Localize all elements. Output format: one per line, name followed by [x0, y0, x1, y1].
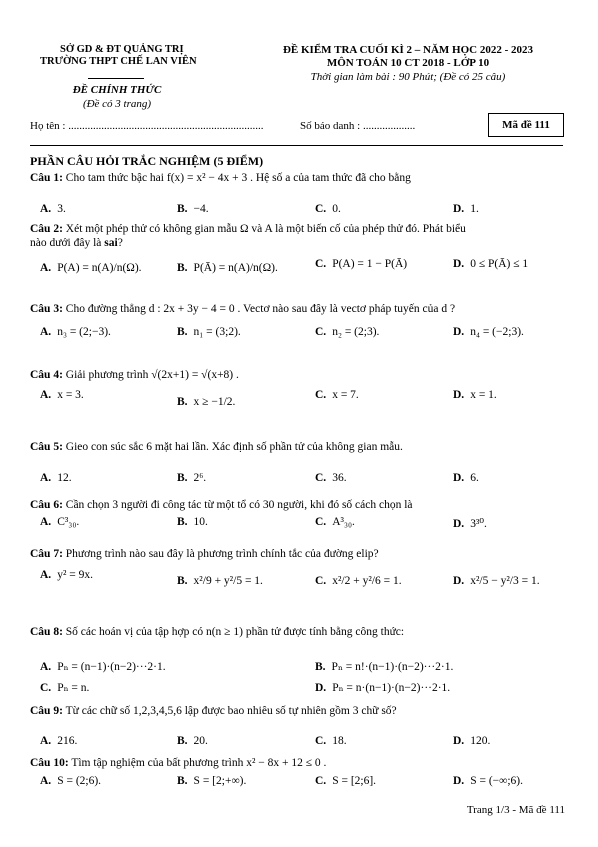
q2-option-d[interactable]: [453, 258, 528, 270]
option-text: x²/9 + y²/5 = 1.: [193, 575, 263, 587]
option-text: 36.: [332, 472, 347, 484]
option-text: S = (−∞;6).: [470, 775, 523, 787]
option-text: 12.: [57, 472, 72, 484]
subject-title: MÔN TOÁN 10 CT 2018 - LỚP 10: [326, 57, 490, 69]
option-text: C³₃₀.: [57, 516, 80, 528]
q6-option-d[interactable]: [453, 516, 487, 530]
question-8: [30, 626, 404, 638]
option-text: 3.: [57, 203, 66, 215]
exam-code-box: Mã đề 111: [488, 113, 564, 137]
option-letter: C.: [315, 203, 327, 215]
q5-option-b[interactable]: [177, 472, 206, 484]
option-text: 1.: [470, 203, 479, 215]
option-letter: C.: [315, 775, 327, 787]
question-label: Câu 6:: [30, 499, 63, 511]
option-letter: B.: [177, 203, 188, 215]
option-letter: A.: [40, 262, 52, 274]
q10-option-a[interactable]: [40, 775, 101, 787]
option-letter: D.: [453, 518, 465, 530]
question-4: [30, 369, 239, 381]
exam-title: ĐỀ KIỂM TRA CUỐI KÌ 2 – NĂM HỌC 2022 - 2023: [282, 44, 534, 56]
q1-option-c[interactable]: [315, 203, 341, 215]
option-letter: D.: [453, 326, 465, 338]
option-letter: A.: [40, 326, 52, 338]
q7-option-c[interactable]: [315, 575, 402, 587]
q1-option-d[interactable]: [453, 203, 479, 215]
q9-option-c[interactable]: [315, 735, 347, 747]
question-3: [30, 303, 455, 315]
q6-option-c[interactable]: [315, 516, 355, 528]
q8-option-d[interactable]: [315, 680, 450, 694]
question-label: Câu 7:: [30, 548, 63, 560]
option-letter: B.: [177, 326, 188, 338]
q6-option-b[interactable]: [177, 516, 208, 528]
department-name: SỞ GD & ĐT QUẢNG TRỊ: [60, 44, 184, 55]
q9-option-a[interactable]: [40, 735, 77, 747]
q9-option-d[interactable]: [453, 735, 490, 747]
q2-option-b[interactable]: [177, 262, 278, 274]
option-text: P(A) = 1 − P(Ā): [332, 258, 408, 270]
q4-option-b[interactable]: [177, 396, 235, 408]
question-text: Cho tam thức bậc hai f(x) = x² − 4x + 3 . Hệ số a của tam thức đã cho bằng: [65, 172, 411, 184]
option-text: n₂ = (2;3).: [332, 326, 380, 338]
option-letter: A.: [40, 661, 52, 673]
option-letter: B.: [177, 735, 188, 747]
option-letter: A.: [40, 472, 52, 484]
option-text: 20.: [193, 735, 208, 747]
option-letter: D.: [453, 389, 465, 401]
option-letter: C.: [315, 258, 327, 270]
option-letter: C.: [40, 682, 52, 694]
q2-option-a[interactable]: [40, 262, 142, 274]
question-2: [30, 223, 466, 235]
question-label: Câu 8:: [30, 626, 63, 638]
question-2-line2: [30, 237, 123, 249]
option-text: A³₃₀.: [332, 516, 355, 528]
q3-option-c[interactable]: [315, 326, 379, 338]
question-text: Xét một phép thử có không gian mẫu Ω và A là một biến cố của phép thử đó. Phát biểu: [65, 223, 466, 235]
option-text: 18.: [332, 735, 347, 747]
option-letter: D.: [453, 575, 465, 587]
question-9: [30, 705, 397, 717]
q6-option-a[interactable]: [40, 516, 79, 528]
question-text: Giải phương trình √(2x+1) = √(x+8) .: [65, 369, 239, 381]
option-letter: B.: [177, 516, 188, 528]
question-label: Câu 9:: [30, 705, 63, 717]
question-text: Từ các chữ số 1,2,3,4,5,6 lập được bao nhiêu số tự nhiên gồm 3 chữ số?: [65, 705, 397, 717]
option-letter: A.: [40, 735, 52, 747]
question-label: Câu 1:: [30, 172, 63, 184]
header-divider: [30, 145, 563, 146]
official-label: ĐỀ CHÍNH THỨC: [72, 84, 162, 96]
option-text: 0.: [332, 203, 341, 215]
option-text: n₁ = (3;2).: [193, 326, 241, 338]
q4-option-a[interactable]: [40, 389, 84, 401]
pages-note: (Đề có 3 trang): [82, 98, 152, 110]
page-footer: Trang 1/3 - Mã đề 111: [466, 804, 565, 816]
question-5: [30, 441, 403, 453]
option-text: x = 3.: [57, 389, 84, 401]
q3-option-a[interactable]: [40, 326, 111, 338]
option-letter: A.: [40, 569, 52, 581]
q10-option-c[interactable]: [315, 775, 376, 787]
q2-option-c[interactable]: [315, 258, 407, 270]
option-text: Pₙ = n.: [57, 682, 90, 694]
option-text: Pₙ = n·(n−1)·(n−2)···2·1.: [332, 682, 451, 694]
option-letter: D.: [315, 682, 327, 694]
option-text: Pₙ = (n−1)·(n−2)···2·1.: [57, 661, 166, 673]
option-text: 216.: [57, 735, 78, 747]
q3-option-d[interactable]: [453, 326, 524, 338]
option-letter: D.: [453, 203, 465, 215]
q4-option-c[interactable]: [315, 389, 359, 401]
option-letter: C.: [315, 389, 327, 401]
option-letter: B.: [177, 262, 188, 274]
q4-option-d[interactable]: [453, 389, 497, 401]
option-letter: A.: [40, 389, 52, 401]
q5-option-d[interactable]: [453, 472, 479, 484]
q5-option-a[interactable]: [40, 472, 72, 484]
option-text: 2⁶.: [193, 472, 207, 484]
q7-option-b[interactable]: [177, 575, 263, 587]
option-letter: B.: [177, 396, 188, 408]
option-letter: C.: [315, 575, 327, 587]
option-text: 120.: [470, 735, 491, 747]
option-letter: C.: [315, 516, 327, 528]
option-letter: C.: [315, 326, 327, 338]
option-letter: B.: [177, 775, 188, 787]
option-text: 0 ≤ P(Ā) ≤ 1: [470, 258, 529, 270]
question-10: [30, 757, 326, 769]
q8-option-c[interactable]: [40, 680, 89, 694]
q10-option-b[interactable]: [177, 775, 246, 787]
option-text: n₄ = (−2;3).: [470, 326, 524, 338]
option-letter: A.: [40, 203, 52, 215]
question-7: [30, 548, 379, 560]
option-letter: A.: [40, 516, 52, 528]
option-letter: D.: [453, 775, 465, 787]
q9-option-b[interactable]: [177, 735, 208, 747]
q3-option-b[interactable]: [177, 326, 241, 338]
option-text: P(A) = n(A)/n(Ω).: [57, 262, 142, 274]
option-text: n₃ = (2;−3).: [57, 326, 111, 338]
header-divider-left: [88, 78, 144, 79]
time-note: Thời gian làm bài : 90 Phút; (Đề có 25 câu): [310, 71, 506, 83]
question-text: Số các hoán vị của tập hợp có n(n ≥ 1) phần tử được tính bằng công thức:: [65, 626, 405, 638]
q1-option-a[interactable]: [40, 203, 66, 215]
option-letter: D.: [453, 258, 465, 270]
option-text: S = [2;6].: [332, 775, 377, 787]
question-6: [30, 499, 413, 511]
question-label: Câu 3:: [30, 303, 63, 315]
option-letter: D.: [453, 472, 465, 484]
option-text: P(Ā) = n(A)/n(Ω).: [193, 262, 278, 274]
question-label: Câu 2:: [30, 223, 63, 235]
option-letter: D.: [453, 735, 465, 747]
school-name: TRƯỜNG THPT CHẾ LAN VIÊN: [40, 56, 197, 67]
q1-option-b[interactable]: [177, 203, 209, 215]
question-text: Cho đường thẳng d : 2x + 3y − 4 = 0 . Vectơ nào sau đây là vectơ pháp tuyến của d ?: [65, 303, 456, 315]
question-text: nào dưới đây là: [30, 237, 102, 249]
q8-option-b[interactable]: [315, 659, 453, 673]
option-text: −4.: [193, 203, 209, 215]
option-text: 10.: [193, 516, 208, 528]
option-letter: C.: [315, 735, 327, 747]
q10-option-d[interactable]: [453, 775, 523, 787]
option-letter: C.: [315, 472, 327, 484]
option-text: S = [2;+∞).: [193, 775, 247, 787]
q5-option-c[interactable]: [315, 472, 347, 484]
question-text: ?: [117, 237, 123, 249]
name-field: Họ tên : .......................................................................: [30, 120, 264, 132]
option-text: x = 7.: [332, 389, 359, 401]
option-text: x = 1.: [470, 389, 497, 401]
q7-option-d[interactable]: [453, 575, 540, 587]
question-text: Tìm tập nghiệm của bất phương trình x² − 8x + 12 ≤ 0 .: [71, 757, 327, 769]
option-text: 6.: [470, 472, 479, 484]
option-text: y² = 9x.: [57, 569, 93, 581]
option-letter: B.: [177, 472, 188, 484]
section-title: PHẦN CÂU HỎI TRẮC NGHIỆM (5 ĐIỂM): [30, 154, 264, 168]
question-label: Câu 4:: [30, 369, 63, 381]
option-letter: B.: [315, 661, 326, 673]
question-text: Cần chọn 3 người đi công tác từ một tổ có 30 người, khi đó số cách chọn là: [65, 499, 413, 511]
question-text: Gieo con súc sắc 6 mặt hai lần. Xác định số phần tử của không gian mẫu.: [65, 441, 403, 453]
question-label: Câu 10:: [30, 757, 69, 769]
option-letter: B.: [177, 575, 188, 587]
option-text: S = (2;6).: [57, 775, 102, 787]
id-field: Số báo danh : ...................: [300, 120, 416, 132]
q7-option-a[interactable]: [40, 569, 93, 581]
option-letter: A.: [40, 775, 52, 787]
option-text: x²/2 + y²/6 = 1.: [332, 575, 402, 587]
emphasis-text: sai: [104, 237, 118, 249]
option-text: Pₙ = n!·(n−1)·(n−2)···2·1.: [331, 661, 454, 673]
question-label: Câu 5:: [30, 441, 63, 453]
question-1: [30, 172, 411, 184]
option-text: x ≥ −1/2.: [193, 396, 236, 408]
option-text: x²/5 − y²/3 = 1.: [470, 575, 540, 587]
question-text: Phương trình nào sau đây là phương trình chính tắc của đường elip?: [65, 548, 379, 560]
option-text: 3³⁰.: [470, 518, 487, 530]
q8-option-a[interactable]: [40, 659, 166, 673]
